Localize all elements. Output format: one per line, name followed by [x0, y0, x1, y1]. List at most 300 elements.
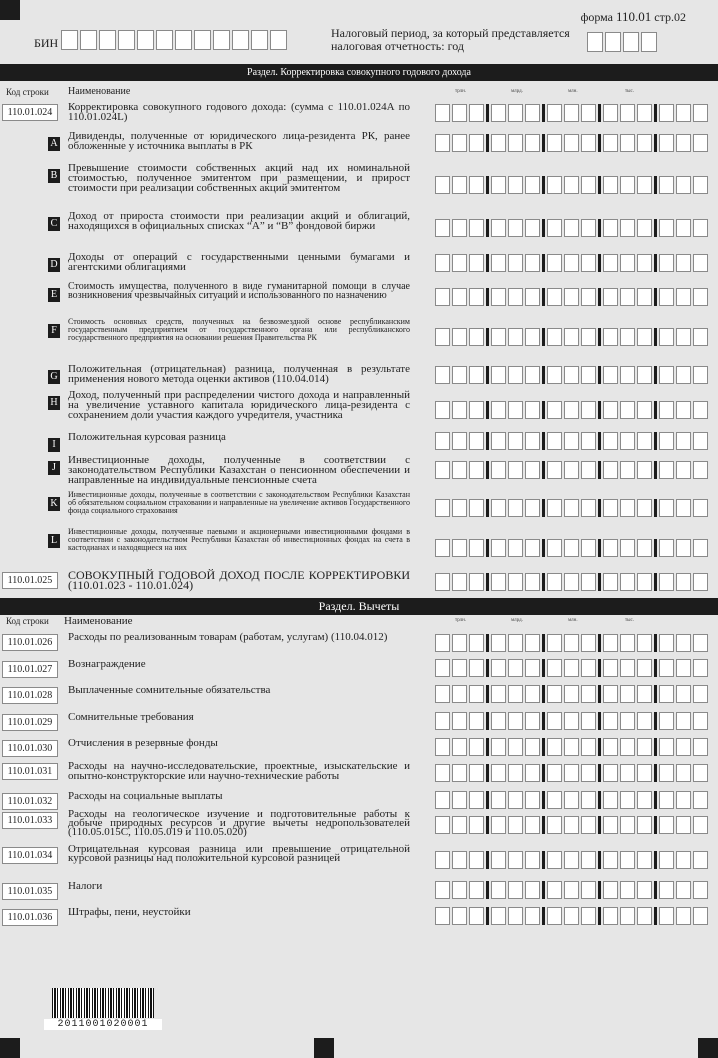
- amount-digit-cell[interactable]: [659, 134, 674, 152]
- amount-digit-cell[interactable]: [491, 461, 506, 479]
- amount-digit-cell[interactable]: [525, 366, 540, 384]
- amount-digit-cell[interactable]: [469, 328, 484, 346]
- input-cell[interactable]: [61, 30, 78, 50]
- amount-digit-cell[interactable]: [637, 288, 652, 306]
- amount-digit-cell[interactable]: [491, 738, 506, 756]
- amount-digit-cell[interactable]: [547, 288, 562, 306]
- amount-digit-cell[interactable]: [508, 634, 523, 652]
- amount-digit-cell[interactable]: [581, 104, 596, 122]
- amount-digit-cell[interactable]: [620, 738, 635, 756]
- amount-digit-cell[interactable]: [491, 764, 506, 782]
- amount-digit-cell[interactable]: [508, 764, 523, 782]
- amount-digit-cell[interactable]: [676, 539, 691, 557]
- amount-digit-cell[interactable]: [508, 432, 523, 450]
- amount-digit-cell[interactable]: [469, 366, 484, 384]
- amount-digit-cell[interactable]: [676, 573, 691, 591]
- amount-digit-cell[interactable]: [603, 539, 618, 557]
- input-cell[interactable]: [175, 30, 192, 50]
- amount-digit-cell[interactable]: [469, 219, 484, 237]
- amount-digit-cell[interactable]: [637, 738, 652, 756]
- amount-digit-cell[interactable]: [659, 176, 674, 194]
- amount-digit-cell[interactable]: [581, 738, 596, 756]
- amount-digit-cell[interactable]: [637, 659, 652, 677]
- amount-digit-cell[interactable]: [637, 432, 652, 450]
- input-cell[interactable]: [587, 32, 603, 52]
- amount-digit-cell[interactable]: [547, 499, 562, 517]
- amount-input-cells[interactable]: [435, 176, 710, 194]
- amount-digit-cell[interactable]: [693, 659, 708, 677]
- amount-digit-cell[interactable]: [676, 907, 691, 925]
- amount-digit-cell[interactable]: [547, 685, 562, 703]
- amount-digit-cell[interactable]: [547, 176, 562, 194]
- amount-digit-cell[interactable]: [637, 104, 652, 122]
- amount-digit-cell[interactable]: [676, 288, 691, 306]
- amount-digit-cell[interactable]: [525, 738, 540, 756]
- amount-digit-cell[interactable]: [581, 539, 596, 557]
- amount-digit-cell[interactable]: [547, 881, 562, 899]
- amount-digit-cell[interactable]: [564, 499, 579, 517]
- amount-digit-cell[interactable]: [564, 685, 579, 703]
- amount-input-cells[interactable]: [435, 685, 710, 703]
- amount-digit-cell[interactable]: [452, 366, 467, 384]
- amount-digit-cell[interactable]: [564, 134, 579, 152]
- amount-digit-cell[interactable]: [508, 573, 523, 591]
- amount-digit-cell[interactable]: [435, 573, 450, 591]
- amount-digit-cell[interactable]: [693, 432, 708, 450]
- amount-digit-cell[interactable]: [659, 432, 674, 450]
- amount-digit-cell[interactable]: [508, 659, 523, 677]
- amount-input-cells[interactable]: [435, 907, 710, 925]
- amount-input-cells[interactable]: [435, 366, 710, 384]
- amount-digit-cell[interactable]: [603, 881, 618, 899]
- amount-digit-cell[interactable]: [435, 791, 450, 809]
- amount-digit-cell[interactable]: [525, 791, 540, 809]
- amount-digit-cell[interactable]: [693, 366, 708, 384]
- amount-input-cells[interactable]: [435, 461, 710, 479]
- amount-digit-cell[interactable]: [525, 816, 540, 834]
- amount-digit-cell[interactable]: [676, 685, 691, 703]
- amount-digit-cell[interactable]: [564, 219, 579, 237]
- amount-digit-cell[interactable]: [564, 432, 579, 450]
- amount-digit-cell[interactable]: [469, 791, 484, 809]
- amount-digit-cell[interactable]: [659, 659, 674, 677]
- amount-digit-cell[interactable]: [564, 461, 579, 479]
- amount-digit-cell[interactable]: [435, 254, 450, 272]
- amount-digit-cell[interactable]: [620, 816, 635, 834]
- amount-digit-cell[interactable]: [603, 685, 618, 703]
- amount-digit-cell[interactable]: [508, 738, 523, 756]
- amount-digit-cell[interactable]: [452, 288, 467, 306]
- amount-digit-cell[interactable]: [603, 573, 618, 591]
- amount-digit-cell[interactable]: [676, 254, 691, 272]
- amount-digit-cell[interactable]: [452, 907, 467, 925]
- amount-digit-cell[interactable]: [452, 328, 467, 346]
- amount-digit-cell[interactable]: [659, 685, 674, 703]
- amount-digit-cell[interactable]: [676, 816, 691, 834]
- input-cell[interactable]: [137, 30, 154, 50]
- amount-digit-cell[interactable]: [452, 738, 467, 756]
- amount-input-cells[interactable]: [435, 573, 710, 591]
- amount-digit-cell[interactable]: [525, 634, 540, 652]
- amount-digit-cell[interactable]: [508, 712, 523, 730]
- amount-digit-cell[interactable]: [491, 816, 506, 834]
- amount-digit-cell[interactable]: [547, 634, 562, 652]
- amount-digit-cell[interactable]: [693, 401, 708, 419]
- amount-digit-cell[interactable]: [603, 219, 618, 237]
- amount-digit-cell[interactable]: [491, 328, 506, 346]
- amount-digit-cell[interactable]: [620, 401, 635, 419]
- amount-digit-cell[interactable]: [491, 659, 506, 677]
- amount-digit-cell[interactable]: [508, 401, 523, 419]
- amount-digit-cell[interactable]: [491, 499, 506, 517]
- amount-digit-cell[interactable]: [637, 881, 652, 899]
- amount-digit-cell[interactable]: [564, 659, 579, 677]
- input-cell[interactable]: [605, 32, 621, 52]
- amount-digit-cell[interactable]: [491, 712, 506, 730]
- amount-digit-cell[interactable]: [435, 134, 450, 152]
- amount-digit-cell[interactable]: [620, 499, 635, 517]
- amount-digit-cell[interactable]: [547, 539, 562, 557]
- amount-digit-cell[interactable]: [525, 499, 540, 517]
- amount-digit-cell[interactable]: [676, 764, 691, 782]
- amount-digit-cell[interactable]: [603, 738, 618, 756]
- amount-digit-cell[interactable]: [452, 134, 467, 152]
- amount-input-cells[interactable]: [435, 764, 710, 782]
- amount-digit-cell[interactable]: [637, 254, 652, 272]
- amount-digit-cell[interactable]: [508, 288, 523, 306]
- amount-digit-cell[interactable]: [693, 104, 708, 122]
- amount-digit-cell[interactable]: [693, 254, 708, 272]
- amount-digit-cell[interactable]: [547, 461, 562, 479]
- amount-digit-cell[interactable]: [525, 764, 540, 782]
- amount-digit-cell[interactable]: [491, 254, 506, 272]
- amount-digit-cell[interactable]: [620, 288, 635, 306]
- amount-digit-cell[interactable]: [469, 685, 484, 703]
- amount-digit-cell[interactable]: [564, 738, 579, 756]
- amount-digit-cell[interactable]: [435, 176, 450, 194]
- amount-digit-cell[interactable]: [435, 461, 450, 479]
- amount-digit-cell[interactable]: [620, 573, 635, 591]
- amount-digit-cell[interactable]: [469, 659, 484, 677]
- amount-digit-cell[interactable]: [581, 254, 596, 272]
- amount-digit-cell[interactable]: [637, 816, 652, 834]
- amount-digit-cell[interactable]: [693, 134, 708, 152]
- amount-input-cells[interactable]: [435, 851, 710, 869]
- amount-digit-cell[interactable]: [469, 499, 484, 517]
- amount-digit-cell[interactable]: [435, 712, 450, 730]
- amount-input-cells[interactable]: [435, 219, 710, 237]
- amount-digit-cell[interactable]: [508, 816, 523, 834]
- amount-digit-cell[interactable]: [637, 685, 652, 703]
- amount-digit-cell[interactable]: [547, 328, 562, 346]
- amount-digit-cell[interactable]: [637, 461, 652, 479]
- amount-digit-cell[interactable]: [564, 573, 579, 591]
- amount-digit-cell[interactable]: [508, 104, 523, 122]
- amount-digit-cell[interactable]: [435, 881, 450, 899]
- amount-digit-cell[interactable]: [603, 461, 618, 479]
- tax-year-input-cells[interactable]: [587, 32, 659, 52]
- amount-digit-cell[interactable]: [620, 712, 635, 730]
- amount-digit-cell[interactable]: [435, 401, 450, 419]
- amount-digit-cell[interactable]: [469, 712, 484, 730]
- amount-digit-cell[interactable]: [693, 499, 708, 517]
- amount-input-cells[interactable]: [435, 738, 710, 756]
- amount-digit-cell[interactable]: [620, 764, 635, 782]
- amount-digit-cell[interactable]: [693, 539, 708, 557]
- amount-digit-cell[interactable]: [564, 851, 579, 869]
- amount-digit-cell[interactable]: [564, 401, 579, 419]
- amount-digit-cell[interactable]: [452, 104, 467, 122]
- amount-digit-cell[interactable]: [676, 791, 691, 809]
- amount-digit-cell[interactable]: [620, 104, 635, 122]
- amount-input-cells[interactable]: [435, 791, 710, 809]
- amount-digit-cell[interactable]: [659, 634, 674, 652]
- amount-digit-cell[interactable]: [508, 176, 523, 194]
- amount-digit-cell[interactable]: [676, 461, 691, 479]
- amount-digit-cell[interactable]: [659, 366, 674, 384]
- amount-digit-cell[interactable]: [564, 634, 579, 652]
- amount-digit-cell[interactable]: [581, 764, 596, 782]
- amount-digit-cell[interactable]: [693, 461, 708, 479]
- amount-digit-cell[interactable]: [659, 573, 674, 591]
- amount-digit-cell[interactable]: [508, 685, 523, 703]
- amount-digit-cell[interactable]: [637, 176, 652, 194]
- amount-input-cells[interactable]: [435, 134, 710, 152]
- amount-digit-cell[interactable]: [659, 539, 674, 557]
- amount-digit-cell[interactable]: [564, 176, 579, 194]
- amount-digit-cell[interactable]: [603, 499, 618, 517]
- amount-digit-cell[interactable]: [676, 499, 691, 517]
- amount-digit-cell[interactable]: [603, 764, 618, 782]
- amount-digit-cell[interactable]: [603, 366, 618, 384]
- amount-digit-cell[interactable]: [452, 791, 467, 809]
- amount-digit-cell[interactable]: [452, 634, 467, 652]
- amount-digit-cell[interactable]: [676, 881, 691, 899]
- amount-digit-cell[interactable]: [525, 104, 540, 122]
- amount-digit-cell[interactable]: [637, 328, 652, 346]
- amount-digit-cell[interactable]: [693, 816, 708, 834]
- amount-digit-cell[interactable]: [491, 401, 506, 419]
- amount-input-cells[interactable]: [435, 634, 710, 652]
- amount-digit-cell[interactable]: [435, 634, 450, 652]
- amount-digit-cell[interactable]: [547, 432, 562, 450]
- amount-digit-cell[interactable]: [491, 176, 506, 194]
- amount-digit-cell[interactable]: [547, 712, 562, 730]
- amount-digit-cell[interactable]: [564, 254, 579, 272]
- amount-digit-cell[interactable]: [676, 634, 691, 652]
- amount-digit-cell[interactable]: [637, 712, 652, 730]
- amount-digit-cell[interactable]: [676, 851, 691, 869]
- amount-digit-cell[interactable]: [693, 176, 708, 194]
- amount-digit-cell[interactable]: [491, 219, 506, 237]
- amount-digit-cell[interactable]: [547, 764, 562, 782]
- amount-digit-cell[interactable]: [603, 134, 618, 152]
- amount-digit-cell[interactable]: [676, 366, 691, 384]
- amount-digit-cell[interactable]: [525, 432, 540, 450]
- amount-digit-cell[interactable]: [525, 219, 540, 237]
- amount-digit-cell[interactable]: [525, 881, 540, 899]
- amount-digit-cell[interactable]: [659, 764, 674, 782]
- amount-digit-cell[interactable]: [620, 659, 635, 677]
- amount-digit-cell[interactable]: [637, 851, 652, 869]
- amount-digit-cell[interactable]: [491, 907, 506, 925]
- amount-digit-cell[interactable]: [564, 288, 579, 306]
- amount-digit-cell[interactable]: [581, 791, 596, 809]
- amount-digit-cell[interactable]: [693, 712, 708, 730]
- amount-digit-cell[interactable]: [581, 712, 596, 730]
- amount-digit-cell[interactable]: [525, 401, 540, 419]
- amount-digit-cell[interactable]: [620, 539, 635, 557]
- amount-digit-cell[interactable]: [508, 499, 523, 517]
- amount-input-cells[interactable]: [435, 816, 710, 834]
- amount-input-cells[interactable]: [435, 401, 710, 419]
- amount-digit-cell[interactable]: [693, 791, 708, 809]
- amount-digit-cell[interactable]: [659, 401, 674, 419]
- amount-digit-cell[interactable]: [435, 432, 450, 450]
- amount-digit-cell[interactable]: [469, 764, 484, 782]
- amount-digit-cell[interactable]: [581, 219, 596, 237]
- amount-digit-cell[interactable]: [452, 539, 467, 557]
- amount-digit-cell[interactable]: [452, 685, 467, 703]
- amount-digit-cell[interactable]: [452, 851, 467, 869]
- amount-digit-cell[interactable]: [603, 907, 618, 925]
- amount-digit-cell[interactable]: [491, 851, 506, 869]
- amount-digit-cell[interactable]: [491, 791, 506, 809]
- amount-digit-cell[interactable]: [435, 764, 450, 782]
- amount-digit-cell[interactable]: [469, 288, 484, 306]
- amount-digit-cell[interactable]: [676, 104, 691, 122]
- amount-digit-cell[interactable]: [508, 791, 523, 809]
- amount-digit-cell[interactable]: [452, 881, 467, 899]
- amount-digit-cell[interactable]: [435, 288, 450, 306]
- amount-digit-cell[interactable]: [547, 366, 562, 384]
- input-cell[interactable]: [623, 32, 639, 52]
- input-cell[interactable]: [118, 30, 135, 50]
- amount-digit-cell[interactable]: [491, 288, 506, 306]
- amount-digit-cell[interactable]: [491, 366, 506, 384]
- amount-digit-cell[interactable]: [581, 907, 596, 925]
- amount-digit-cell[interactable]: [620, 851, 635, 869]
- amount-digit-cell[interactable]: [564, 764, 579, 782]
- amount-digit-cell[interactable]: [637, 134, 652, 152]
- input-cell[interactable]: [251, 30, 268, 50]
- input-cell[interactable]: [80, 30, 97, 50]
- amount-digit-cell[interactable]: [564, 366, 579, 384]
- amount-digit-cell[interactable]: [659, 328, 674, 346]
- amount-digit-cell[interactable]: [603, 816, 618, 834]
- amount-digit-cell[interactable]: [603, 634, 618, 652]
- amount-digit-cell[interactable]: [581, 685, 596, 703]
- amount-digit-cell[interactable]: [525, 176, 540, 194]
- amount-digit-cell[interactable]: [469, 816, 484, 834]
- amount-digit-cell[interactable]: [469, 134, 484, 152]
- amount-digit-cell[interactable]: [508, 254, 523, 272]
- amount-digit-cell[interactable]: [620, 366, 635, 384]
- amount-digit-cell[interactable]: [525, 851, 540, 869]
- amount-digit-cell[interactable]: [581, 328, 596, 346]
- input-cell[interactable]: [641, 32, 657, 52]
- input-cell[interactable]: [99, 30, 116, 50]
- amount-digit-cell[interactable]: [676, 176, 691, 194]
- amount-digit-cell[interactable]: [581, 134, 596, 152]
- amount-digit-cell[interactable]: [620, 461, 635, 479]
- amount-digit-cell[interactable]: [693, 738, 708, 756]
- amount-digit-cell[interactable]: [620, 176, 635, 194]
- amount-digit-cell[interactable]: [581, 634, 596, 652]
- amount-digit-cell[interactable]: [581, 432, 596, 450]
- amount-digit-cell[interactable]: [659, 104, 674, 122]
- amount-digit-cell[interactable]: [637, 573, 652, 591]
- amount-digit-cell[interactable]: [693, 881, 708, 899]
- amount-digit-cell[interactable]: [435, 659, 450, 677]
- amount-digit-cell[interactable]: [547, 254, 562, 272]
- amount-digit-cell[interactable]: [547, 104, 562, 122]
- amount-digit-cell[interactable]: [659, 219, 674, 237]
- amount-digit-cell[interactable]: [637, 401, 652, 419]
- amount-digit-cell[interactable]: [564, 816, 579, 834]
- amount-digit-cell[interactable]: [435, 499, 450, 517]
- bin-input-cells[interactable]: [61, 30, 289, 50]
- amount-digit-cell[interactable]: [676, 401, 691, 419]
- amount-digit-cell[interactable]: [564, 791, 579, 809]
- amount-digit-cell[interactable]: [547, 573, 562, 591]
- amount-digit-cell[interactable]: [469, 634, 484, 652]
- amount-digit-cell[interactable]: [452, 764, 467, 782]
- amount-digit-cell[interactable]: [452, 432, 467, 450]
- amount-digit-cell[interactable]: [547, 134, 562, 152]
- amount-digit-cell[interactable]: [676, 712, 691, 730]
- amount-digit-cell[interactable]: [676, 134, 691, 152]
- amount-digit-cell[interactable]: [659, 791, 674, 809]
- input-cell[interactable]: [270, 30, 287, 50]
- amount-digit-cell[interactable]: [547, 907, 562, 925]
- amount-digit-cell[interactable]: [564, 712, 579, 730]
- amount-digit-cell[interactable]: [435, 539, 450, 557]
- amount-digit-cell[interactable]: [603, 254, 618, 272]
- amount-digit-cell[interactable]: [469, 461, 484, 479]
- amount-digit-cell[interactable]: [564, 328, 579, 346]
- amount-digit-cell[interactable]: [547, 851, 562, 869]
- amount-digit-cell[interactable]: [525, 907, 540, 925]
- amount-digit-cell[interactable]: [637, 907, 652, 925]
- amount-digit-cell[interactable]: [603, 104, 618, 122]
- amount-digit-cell[interactable]: [491, 539, 506, 557]
- amount-input-cells[interactable]: [435, 881, 710, 899]
- amount-digit-cell[interactable]: [659, 816, 674, 834]
- amount-digit-cell[interactable]: [469, 104, 484, 122]
- amount-digit-cell[interactable]: [603, 176, 618, 194]
- amount-digit-cell[interactable]: [491, 881, 506, 899]
- amount-digit-cell[interactable]: [581, 881, 596, 899]
- amount-digit-cell[interactable]: [452, 499, 467, 517]
- amount-digit-cell[interactable]: [469, 176, 484, 194]
- amount-digit-cell[interactable]: [581, 816, 596, 834]
- amount-digit-cell[interactable]: [525, 461, 540, 479]
- amount-digit-cell[interactable]: [693, 328, 708, 346]
- amount-digit-cell[interactable]: [469, 432, 484, 450]
- amount-digit-cell[interactable]: [525, 288, 540, 306]
- amount-digit-cell[interactable]: [525, 573, 540, 591]
- amount-digit-cell[interactable]: [508, 881, 523, 899]
- amount-digit-cell[interactable]: [435, 738, 450, 756]
- amount-digit-cell[interactable]: [491, 634, 506, 652]
- amount-digit-cell[interactable]: [547, 401, 562, 419]
- amount-digit-cell[interactable]: [435, 816, 450, 834]
- amount-digit-cell[interactable]: [620, 634, 635, 652]
- amount-digit-cell[interactable]: [491, 104, 506, 122]
- amount-digit-cell[interactable]: [452, 712, 467, 730]
- amount-digit-cell[interactable]: [693, 288, 708, 306]
